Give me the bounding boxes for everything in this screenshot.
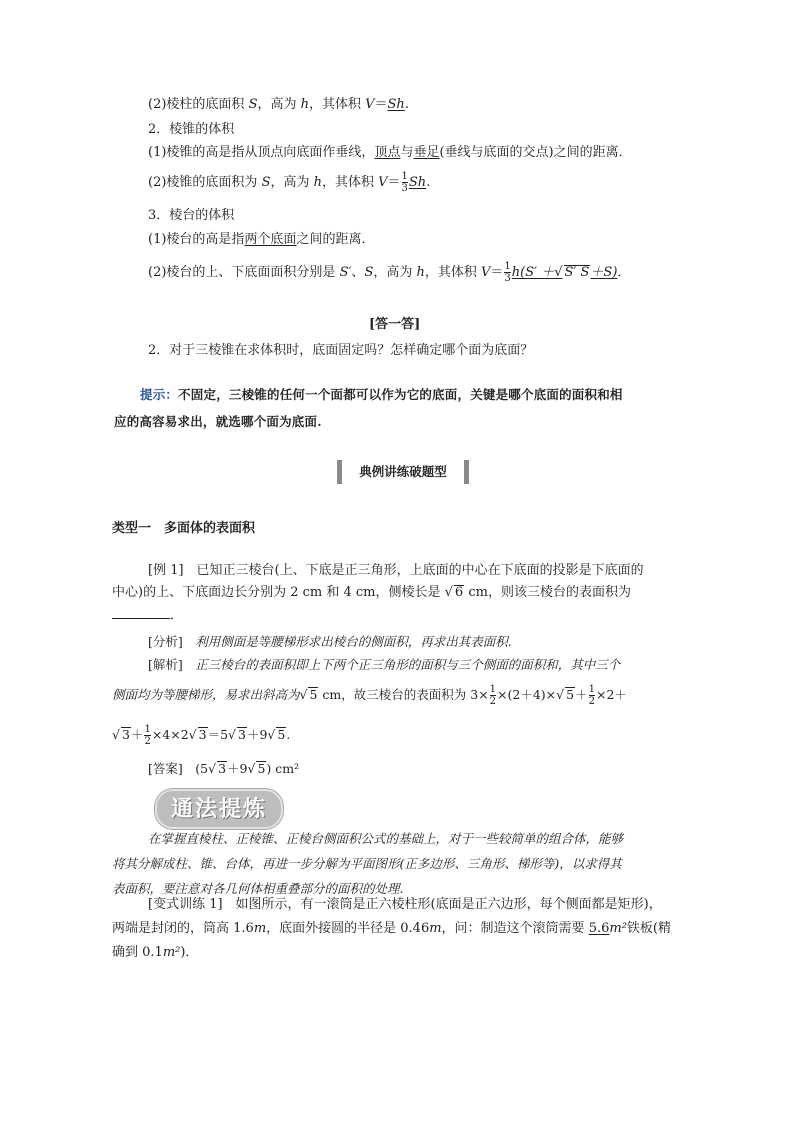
frustum-heading: 3．棱台的体积 <box>148 208 235 223</box>
example-line1: [例 1] 已知正三棱台(上、下底是正三角形，上底面的中心在下底面的投影是下底面的 <box>148 563 644 578</box>
section-title: 典例讲练破题型 <box>337 460 469 484</box>
solution-line1: [解析] 正三棱台的表面积即上下两个正三角形的面积与三个侧面的面积和，其中三个 <box>148 657 621 672</box>
fraction: $\frac{1}{2}$ <box>489 684 497 707</box>
answer-fill: 顶点 <box>374 145 401 160</box>
answer-fill: h(S′ ＋√ S′ S＋S) <box>511 265 618 280</box>
frustum-height-line: (1)棱台的高是指两个底面之间的距离． <box>148 232 375 247</box>
hint-label: 提示： <box>140 387 179 402</box>
answer-fill: 两个底面 <box>244 232 297 247</box>
frustum-volume-line: (2)棱台的上、下底面面积分别是 S′、S，高为 h，其体积 V＝ $\frac{1}{3}$ h(S′ ＋√ S′ S＋S)． <box>148 261 631 284</box>
fraction: $\frac{1}{2}$ <box>588 684 595 707</box>
answer-blank <box>112 606 170 619</box>
pyramid-height-line: (1)棱锥的高是指从顶点向底面作垂线，顶点与垂足(垂线与底面的交点)之间的距离． <box>148 145 632 160</box>
variant-line1: [变式训练 1] 如图所示，有一滚筒是正六棱柱形(底面是正六边形，每个侧面都是矩形)， <box>148 897 662 912</box>
example-line3: ． <box>112 606 183 625</box>
fraction: $\frac{1}{3}$ <box>504 261 511 284</box>
prism-volume-line: (2)棱柱的底面积 S，高为 h，其体积 V＝Sh. <box>148 97 409 112</box>
answer-fill: 垂足 <box>413 145 440 160</box>
type-heading: 类型一 多面体的表面积 <box>112 521 256 536</box>
fraction: $\frac{1}{2}$ <box>144 724 151 747</box>
analysis-line: [分析] 利用侧面是等腰梯形求出棱台的侧面积，再求出其表面积. <box>148 634 512 649</box>
variant-line3: 确到 0.1m²)． <box>112 945 199 960</box>
answer-fill: 5.6 <box>588 921 610 936</box>
method-badge: 通法提炼 <box>155 789 283 829</box>
pyramid-volume-line: (2)棱锥的底面积为 S，高为 h，其体积 V＝ $\frac{1}{3}$ Sh. <box>148 171 431 194</box>
variant-line2: 两端是封闭的，筒高 1.6m，底面外接圆的半径是 0.46m，问：制造这个滚筒需要 5.6m²铁板(精 <box>112 921 671 936</box>
pyramid-heading: 2．棱锥的体积 <box>148 122 235 137</box>
qa-question: 2．对于三棱锥在求体积时，底面固定吗？怎样确定哪个面为底面？ <box>148 343 534 358</box>
answer-fill: Sh <box>408 175 427 190</box>
qa-hint-line2: 应的高容易求出，就选哪个面为底面. <box>114 414 322 429</box>
example-line2: 中心)的上、下底面边长分别为 2 cm 和 4 cm，侧棱长是 √ 6 cm，则该三棱台的表面积为 <box>112 585 631 600</box>
solution-line2: 侧面均为等腰梯形，易求出斜高为√ 5 cm，故三棱台的表面积为 3× $\frac{1}{2}$ ×(2＋4)×√ 5＋ $\frac{1}{2}$ ×2＋ <box>112 684 627 707</box>
method-paragraph: 在掌握直棱柱、正棱锥、正棱台侧面积公式的基础上，对于一些较简单的组合体，能够 将其分解成柱、锥、台体，再进一步分解为平面图形(正多边形、三角形、梯形等)，以求得其 表面积，要注意对各几何体相重叠部分的面积的处理. <box>112 831 624 896</box>
qa-title: [答一答] <box>369 317 421 332</box>
solution-line3: √ 3＋ $\frac{1}{2}$ ×4×2√ 3＝5√ 3＋9√ 5. <box>112 724 291 747</box>
answer-fill: Sh <box>387 97 405 112</box>
qa-hint-line1: 提示：不固定，三棱锥的任何一个面都可以作为它的底面，关键是哪个底面的面积和相 <box>140 387 623 402</box>
answer-line: [答案] (5√ 3＋9√ 5) cm² <box>148 761 300 776</box>
fraction: $\frac{1}{3}$ <box>401 171 408 194</box>
